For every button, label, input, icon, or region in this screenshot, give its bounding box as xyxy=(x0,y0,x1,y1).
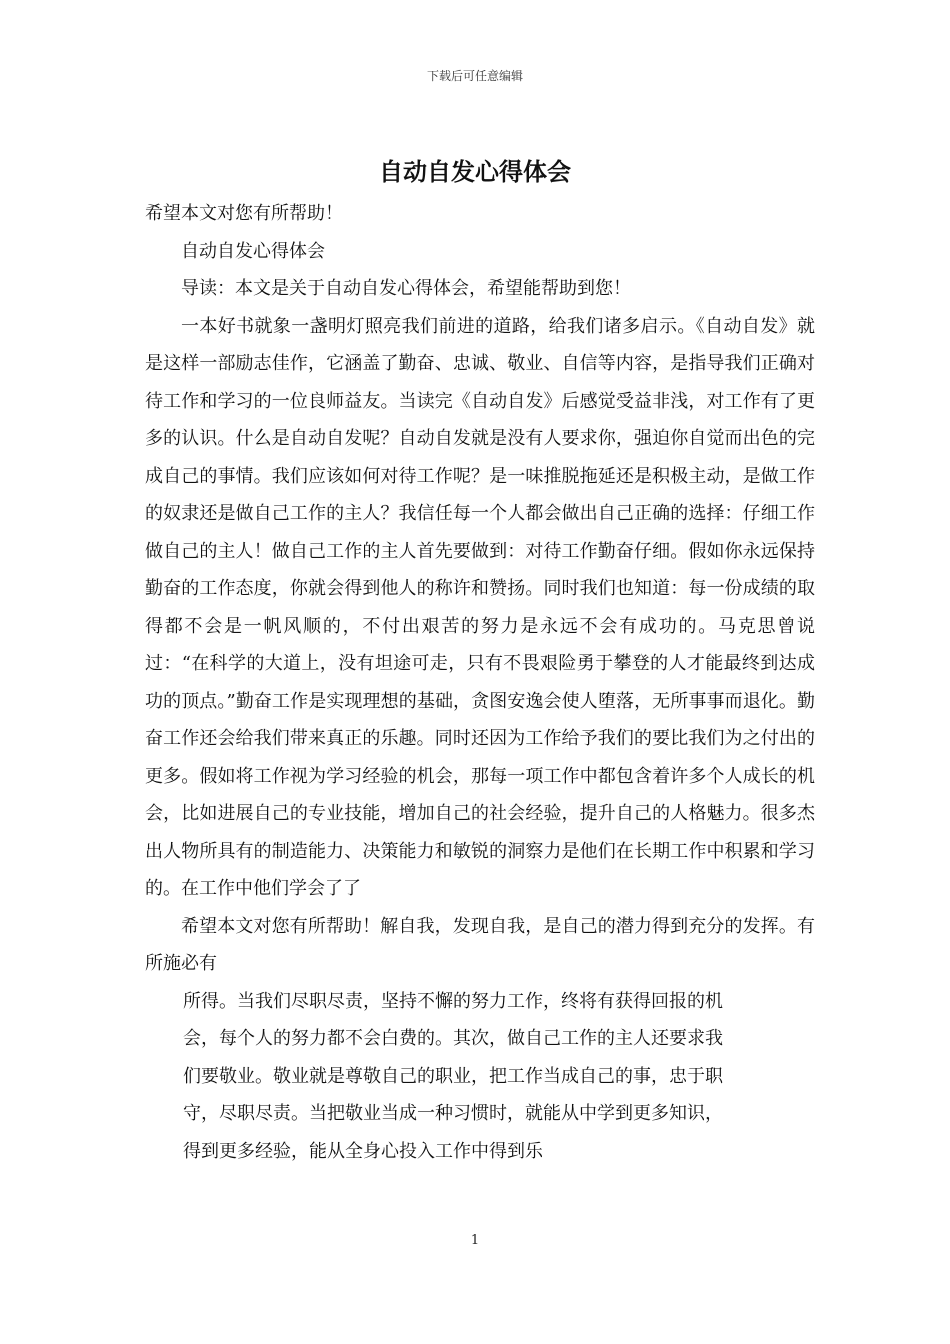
guide-paragraph: 导读：本文是关于自动自发心得体会，希望能帮助到您！ xyxy=(181,278,631,299)
second-paragraph: 希望本文对您有所帮助！解自我，发现自我，是自己的潜力得到充分的发挥。有所施必有 xyxy=(145,915,815,974)
document-title: 自动自发心得体会 xyxy=(379,158,571,186)
subtitle-line: 自动自发心得体会 xyxy=(181,240,325,262)
main-paragraph: 一本好书就象一盏明灯照亮我们前进的道路，给我们诸多启示。《自动自发》就是这样一部励志佳作，它涵盖了勤奋、忠诚、敬业、自信等内容，是指导我们正确对待工作和学习的一位良师益友。当读完《自动自发》后感觉受益非浅，对工作有了更多的认识。什么是自动自发呢？自动自发就是没有人要求你，强迫你自觉而出色的完成自己的事情。我们应该如何对待工作呢？是一味推脱拖延还是积极主动，是做工作的奴隶还是做自己工作的主人？我信任每一个人都会做出自己正确的选择：仔细工作做自己的主人！做自己工作的主人首先要做到：对待工作勤奋仔细。假如你永远保持勤奋的工作态度，你就会得到他人的称许和赞扬。同时我们也知道：每一份成绩的取得都不会是一帆风顺的，不付出艰苦的努力是永远不会有成功的。马克思曾说过：“在科学的大道上，没有坦途可走，只有不畏艰险勇于攀登的人才能最终到达成功的顶点。”勤奋工作是实现理想的基础，贪图安逸会使人堕落，无所事事而退化。勤奋工作还会给我们带来真正的乐趣。同时还因为工作给予我们的要比我们为之付出的更多。假如将工作视为学习经验的机会，那每一项工作中都包含着许多个人成长的机会，比如进展自己的专业技能，增加自己的社会经验，提升自己的人格魅力。很多杰出人物所具有的制造能力、决策能力和敏锐的洞察力是他们在长期工作中积累和学习的。在工作中他们学会了了 xyxy=(145,315,815,899)
document-body xyxy=(145,195,815,1170)
continued-paragraph: 所得。当我们尽职尽责，坚持不懈的努力工作，终将有获得回报的机会，每个人的努力都不会白费的。其次，做自己工作的主人还要求我们要敬业。敬业就是尊敬自己的职业，把工作当成自己的事，忠于职守，尽职尽责。当把敬业当成一种习惯时，就能从中学到更多知识，得到更多经验，能从全身心投入工作中得到乐 xyxy=(183,990,723,1162)
intro-greeting: 希望本文对您有所帮助！ xyxy=(145,203,343,224)
page-header: 下载后可任意编辑 xyxy=(426,69,523,83)
page-number: 1 xyxy=(470,1233,480,1248)
